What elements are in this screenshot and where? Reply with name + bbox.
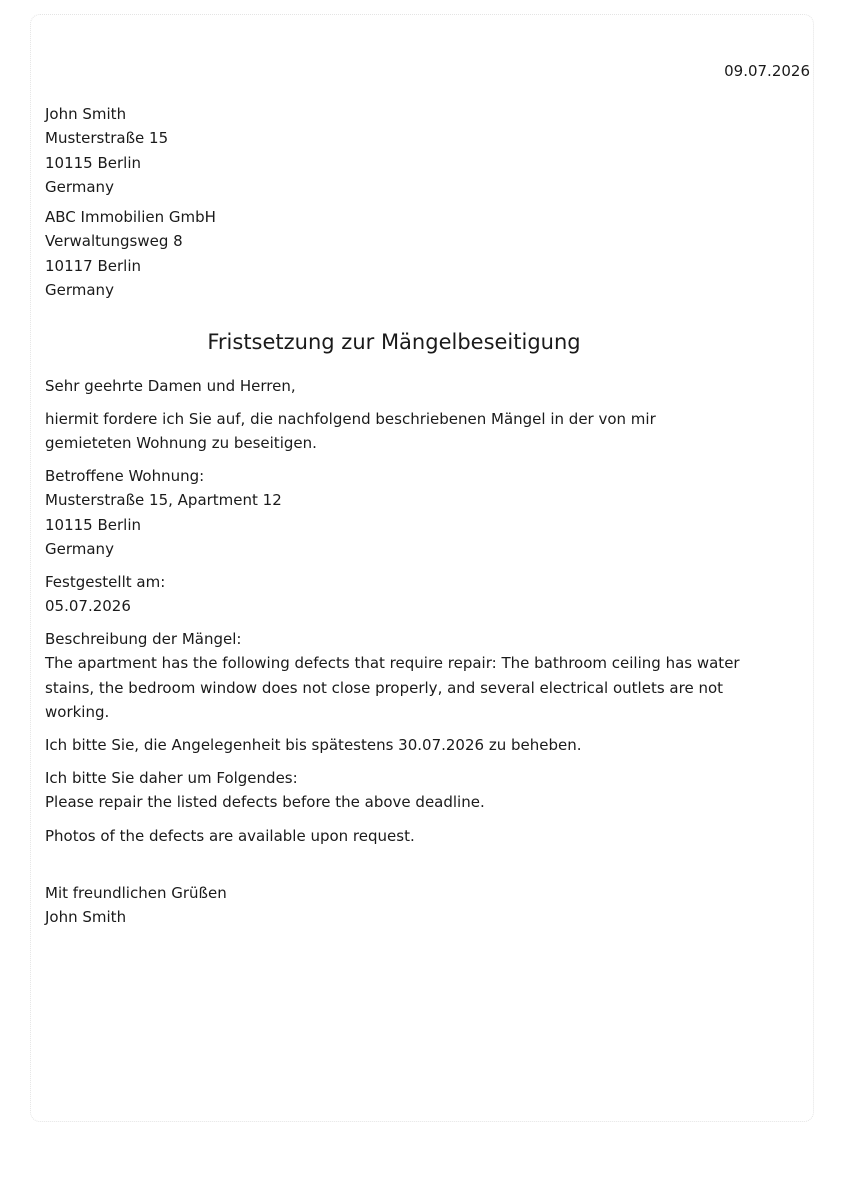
recipient-address [45, 205, 743, 303]
sender-city: 10115 Berlin [45, 153, 142, 172]
sender-address [45, 102, 743, 200]
photos-note: Photos of the defects are available upon request. [45, 827, 415, 845]
signature-name: John Smith [45, 908, 127, 927]
salutation-text: Sehr geehrte Damen und Herren, [45, 377, 296, 395]
defects-text: The apartment has the following defects that require repair: The bathroom ceiling has water stains, the bedroom window does not close properly, and several electrical outlets are not working. [45, 654, 745, 722]
apartment-line2: 10115 Berlin [45, 515, 142, 534]
apartment-line3: Germany [45, 540, 114, 559]
request-text: Please repair the listed defects before the above deadline. [45, 793, 485, 812]
recipient-country: Germany [45, 281, 114, 300]
recipient-city: 10117 Berlin [45, 256, 142, 275]
letter-date: 09.07.2026 [724, 62, 810, 80]
recipient-street: Verwaltungsweg 8 [45, 232, 183, 251]
defects-label: Beschreibung der Mängel: [45, 630, 242, 648]
letter-subject: Fristsetzung zur Mängelbeseitigung [207, 330, 581, 354]
found-date: 05.07.2026 [45, 597, 131, 616]
found-section [45, 570, 743, 619]
request-section [45, 766, 743, 815]
apartment-line1: Musterstraße 15, Apartment 12 [45, 491, 282, 510]
deadline-text: Ich bitte Sie, die Angelegenheit bis spätestens 30.07.2026 zu beheben. [45, 736, 582, 754]
intro-paragraph [45, 407, 743, 456]
salutation [45, 374, 743, 398]
sender-street: Musterstraße 15 [45, 129, 169, 148]
closing-section [45, 881, 743, 930]
apartment-section [45, 464, 743, 562]
sender-country: Germany [45, 178, 114, 197]
found-label: Festgestellt am: [45, 573, 166, 591]
recipient-name: ABC Immobilien GmbH [45, 208, 216, 226]
photos-paragraph [45, 824, 743, 848]
closing-text: Mit freundlichen Grüßen [45, 884, 227, 902]
request-label: Ich bitte Sie daher um Folgendes: [45, 769, 298, 787]
defects-section [45, 627, 743, 725]
deadline-paragraph [45, 733, 743, 757]
apartment-label: Betroffene Wohnung: [45, 467, 205, 485]
intro-text: hiermit fordere ich Sie auf, die nachfolgend beschriebenen Mängel in der von mir gemieteten Wohnung zu beseitigen. [45, 410, 661, 453]
sender-name: John Smith [45, 105, 127, 123]
